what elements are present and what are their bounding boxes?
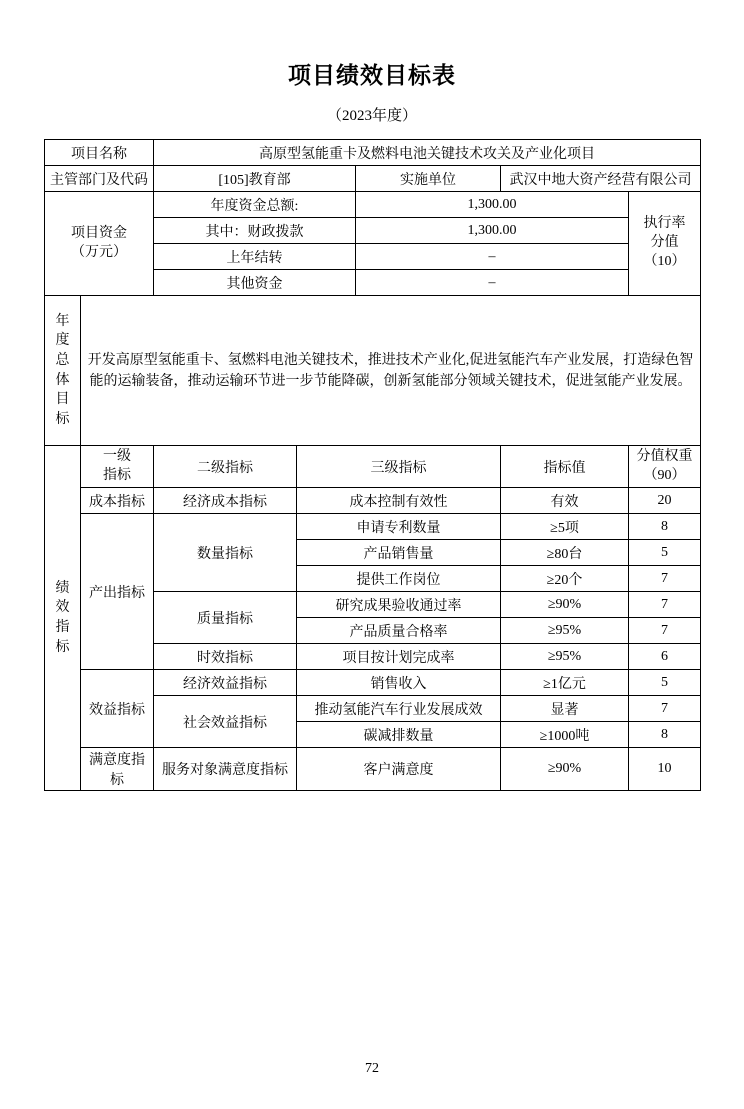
level3-cell: 产品质量合格率 <box>297 618 501 644</box>
table-row <box>45 514 701 540</box>
funding-row-value-carryover: – <box>356 244 629 270</box>
header-level2: 二级指标 <box>154 446 297 488</box>
level3-cell: 成本控制有效性 <box>297 488 501 514</box>
value-cell: ≥90% <box>501 748 629 791</box>
level3-cell: 提供工作岗位 <box>297 566 501 592</box>
header-level1-line1: 一级 <box>103 448 131 464</box>
score-cell: 6 <box>629 644 701 670</box>
annual-target-label-text: 年度总体目标 <box>55 313 70 427</box>
value-cell: 显著 <box>501 696 629 722</box>
funding-label-line1: 项目资金 <box>71 225 127 241</box>
header-score <box>629 446 701 488</box>
score-cell: 20 <box>629 488 701 514</box>
page-title: 项目绩效目标表 <box>288 63 456 88</box>
funding-row-label-total: 年度资金总额: <box>154 192 356 218</box>
funding-row-label-other: 其他资金 <box>154 270 356 296</box>
page-number: 72 <box>365 1061 379 1076</box>
table-row <box>45 748 701 791</box>
funding-label <box>45 192 154 296</box>
page-subtitle: （2023年度） <box>326 108 417 124</box>
level1-cell: 成本指标 <box>81 488 154 514</box>
level3-cell: 销售收入 <box>297 670 501 696</box>
funding-row-label-fiscal: 其中：财政拨款 <box>154 218 356 244</box>
level3-cell: 申请专利数量 <box>297 514 501 540</box>
level2-cell: 质量指标 <box>154 592 297 644</box>
score-cell: 7 <box>629 566 701 592</box>
table-row <box>45 670 701 696</box>
funding-label-line2: （万元） <box>71 244 127 260</box>
execution-rate-line3: （10） <box>643 253 686 269</box>
level2-cell: 服务对象满意度指标 <box>154 748 297 791</box>
score-cell: 7 <box>629 618 701 644</box>
score-cell: 10 <box>629 748 701 791</box>
score-cell: 7 <box>629 592 701 618</box>
value-cell: ≥80台 <box>501 540 629 566</box>
header-level3: 三级指标 <box>297 446 501 488</box>
impl-unit-value: 武汉中地大资产经营有限公司 <box>501 166 701 192</box>
value-cell: ≥5项 <box>501 514 629 540</box>
level1-cell: 产出指标 <box>81 514 154 670</box>
table-row <box>45 488 701 514</box>
table-row <box>45 192 701 218</box>
header-score-line2: （90） <box>643 467 686 483</box>
level3-cell: 客户满意度 <box>297 748 501 791</box>
score-cell: 5 <box>629 540 701 566</box>
funding-row-value-total: 1,300.00 <box>356 192 629 218</box>
level3-cell: 研究成果验收通过率 <box>297 592 501 618</box>
annual-target-label <box>45 296 81 446</box>
dept-code-value: [105]教育部 <box>154 166 356 192</box>
indicators-side-label-text: 绩效指标 <box>55 580 70 655</box>
score-cell: 7 <box>629 696 701 722</box>
level1-cell: 效益指标 <box>81 670 154 748</box>
value-cell: ≥95% <box>501 618 629 644</box>
annual-target-content: 开发高原型氢能重卡、氢燃料电池关键技术，推进技术产业化,促进氢能汽车产业发展，打造绿色智能的运输装备，推动运输环节进一步节能降碳，创新氢能部分领域关键技术，促进氢能产业发展。 <box>81 296 701 446</box>
score-cell: 8 <box>629 514 701 540</box>
level2-cell: 数量指标 <box>154 514 297 592</box>
value-cell: ≥90% <box>501 592 629 618</box>
indicators-side-label <box>45 446 81 791</box>
level1-cell: 满意度指标 <box>81 748 154 791</box>
score-cell: 8 <box>629 722 701 748</box>
execution-rate-cell <box>629 192 701 296</box>
level2-cell: 时效指标 <box>154 644 297 670</box>
impl-unit-label: 实施单位 <box>356 166 501 192</box>
funding-row-value-other: – <box>356 270 629 296</box>
level3-cell: 推动氢能汽车行业发展成效 <box>297 696 501 722</box>
header-value: 指标值 <box>501 446 629 488</box>
project-name-label: 项目名称 <box>45 140 154 166</box>
dept-code-label: 主管部门及代码 <box>45 166 154 192</box>
value-cell: ≥1亿元 <box>501 670 629 696</box>
value-cell: ≥1000吨 <box>501 722 629 748</box>
value-cell: ≥95% <box>501 644 629 670</box>
value-cell: ≥20个 <box>501 566 629 592</box>
execution-rate-line1: 执行率 <box>643 216 686 232</box>
value-cell: 有效 <box>501 488 629 514</box>
header-level1-line2: 指标 <box>103 467 131 483</box>
level2-cell: 经济效益指标 <box>154 670 297 696</box>
header-score-line1: 分值权重 <box>636 448 693 464</box>
funding-row-label-carryover: 上年结转 <box>154 244 356 270</box>
performance-target-table <box>44 139 701 791</box>
level3-cell: 产品销售量 <box>297 540 501 566</box>
table-row <box>45 296 701 446</box>
level2-cell: 经济成本指标 <box>154 488 297 514</box>
table-row <box>45 140 701 166</box>
level2-cell: 社会效益指标 <box>154 696 297 748</box>
header-level1 <box>81 446 154 488</box>
level3-cell: 项目按计划完成率 <box>297 644 501 670</box>
level3-cell: 碳减排数量 <box>297 722 501 748</box>
project-name-value: 高原型氢能重卡及燃料电池关键技术攻关及产业化项目 <box>154 140 701 166</box>
score-cell: 5 <box>629 670 701 696</box>
funding-row-value-fiscal: 1,300.00 <box>356 218 629 244</box>
table-row <box>45 166 701 192</box>
execution-rate-line2: 分值 <box>650 235 679 251</box>
table-row <box>45 446 701 488</box>
